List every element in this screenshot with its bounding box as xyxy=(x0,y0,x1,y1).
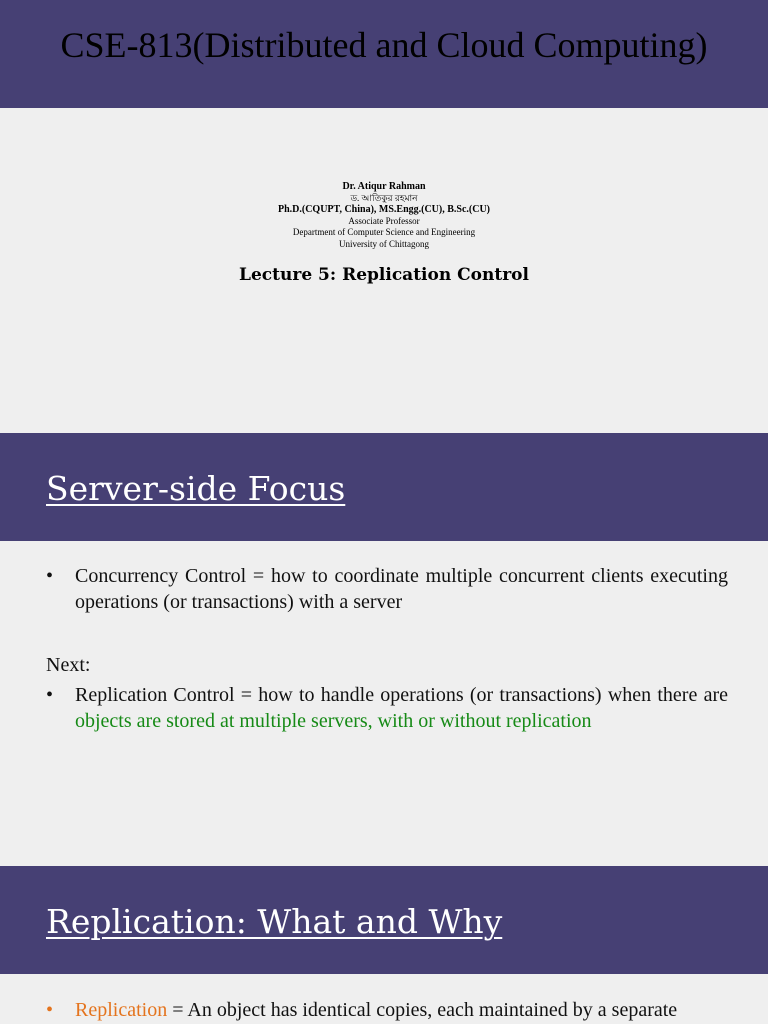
bullet-term: Replication xyxy=(75,999,168,1021)
bullet-definition: = An object has identical copies, each maintained by a separate xyxy=(167,999,678,1021)
slide1-title-bar xyxy=(0,0,768,108)
slide1-body xyxy=(0,108,768,433)
bullet-replication-control xyxy=(46,682,728,734)
bullet-text-plain: Replication Control = how to handle operations (or transactions) when there are xyxy=(75,684,728,706)
course-title: CSE-813(Distributed and Cloud Computing) xyxy=(60,25,708,65)
bullet-marker: • xyxy=(46,565,54,587)
bullet-concurrency-control xyxy=(46,563,728,615)
author-name: Dr. Atiqur Rahman xyxy=(342,181,426,192)
slide3-title-bar xyxy=(0,866,768,974)
bullet-text xyxy=(75,682,728,734)
bullet-text xyxy=(75,997,728,1023)
next-label: Next: xyxy=(46,654,91,676)
bullet-marker: • xyxy=(46,999,54,1021)
bullet-text-highlight: objects are stored at multiple servers, with or without replication xyxy=(75,710,592,732)
lecture-title: Lecture 5: Replication Control xyxy=(239,265,529,285)
slide3-body xyxy=(0,974,768,1024)
bullet-replication-definition xyxy=(46,997,728,1023)
bullet-marker: • xyxy=(46,684,54,706)
author-university: University of Chittagong xyxy=(339,238,429,249)
slide2-title: Server-side Focus xyxy=(46,469,346,508)
author-block xyxy=(0,181,768,250)
slide3-title: Replication: What and Why xyxy=(46,902,503,941)
author-position: Associate Professor xyxy=(348,215,420,226)
author-native-name: ড. আতিকুর রহমান xyxy=(350,192,418,203)
author-department: Department of Computer Science and Engineering xyxy=(292,227,476,237)
slide2-title-bar xyxy=(0,433,768,541)
author-degrees: Ph.D.(CQUPT, China), MS.Engg.(CU), B.Sc.(CU) xyxy=(277,204,491,215)
bullet-text: Concurrency Control = how to coordinate multiple concurrent clients executing operations (or transactions) with a server xyxy=(75,565,728,613)
slide2-body xyxy=(0,541,768,866)
